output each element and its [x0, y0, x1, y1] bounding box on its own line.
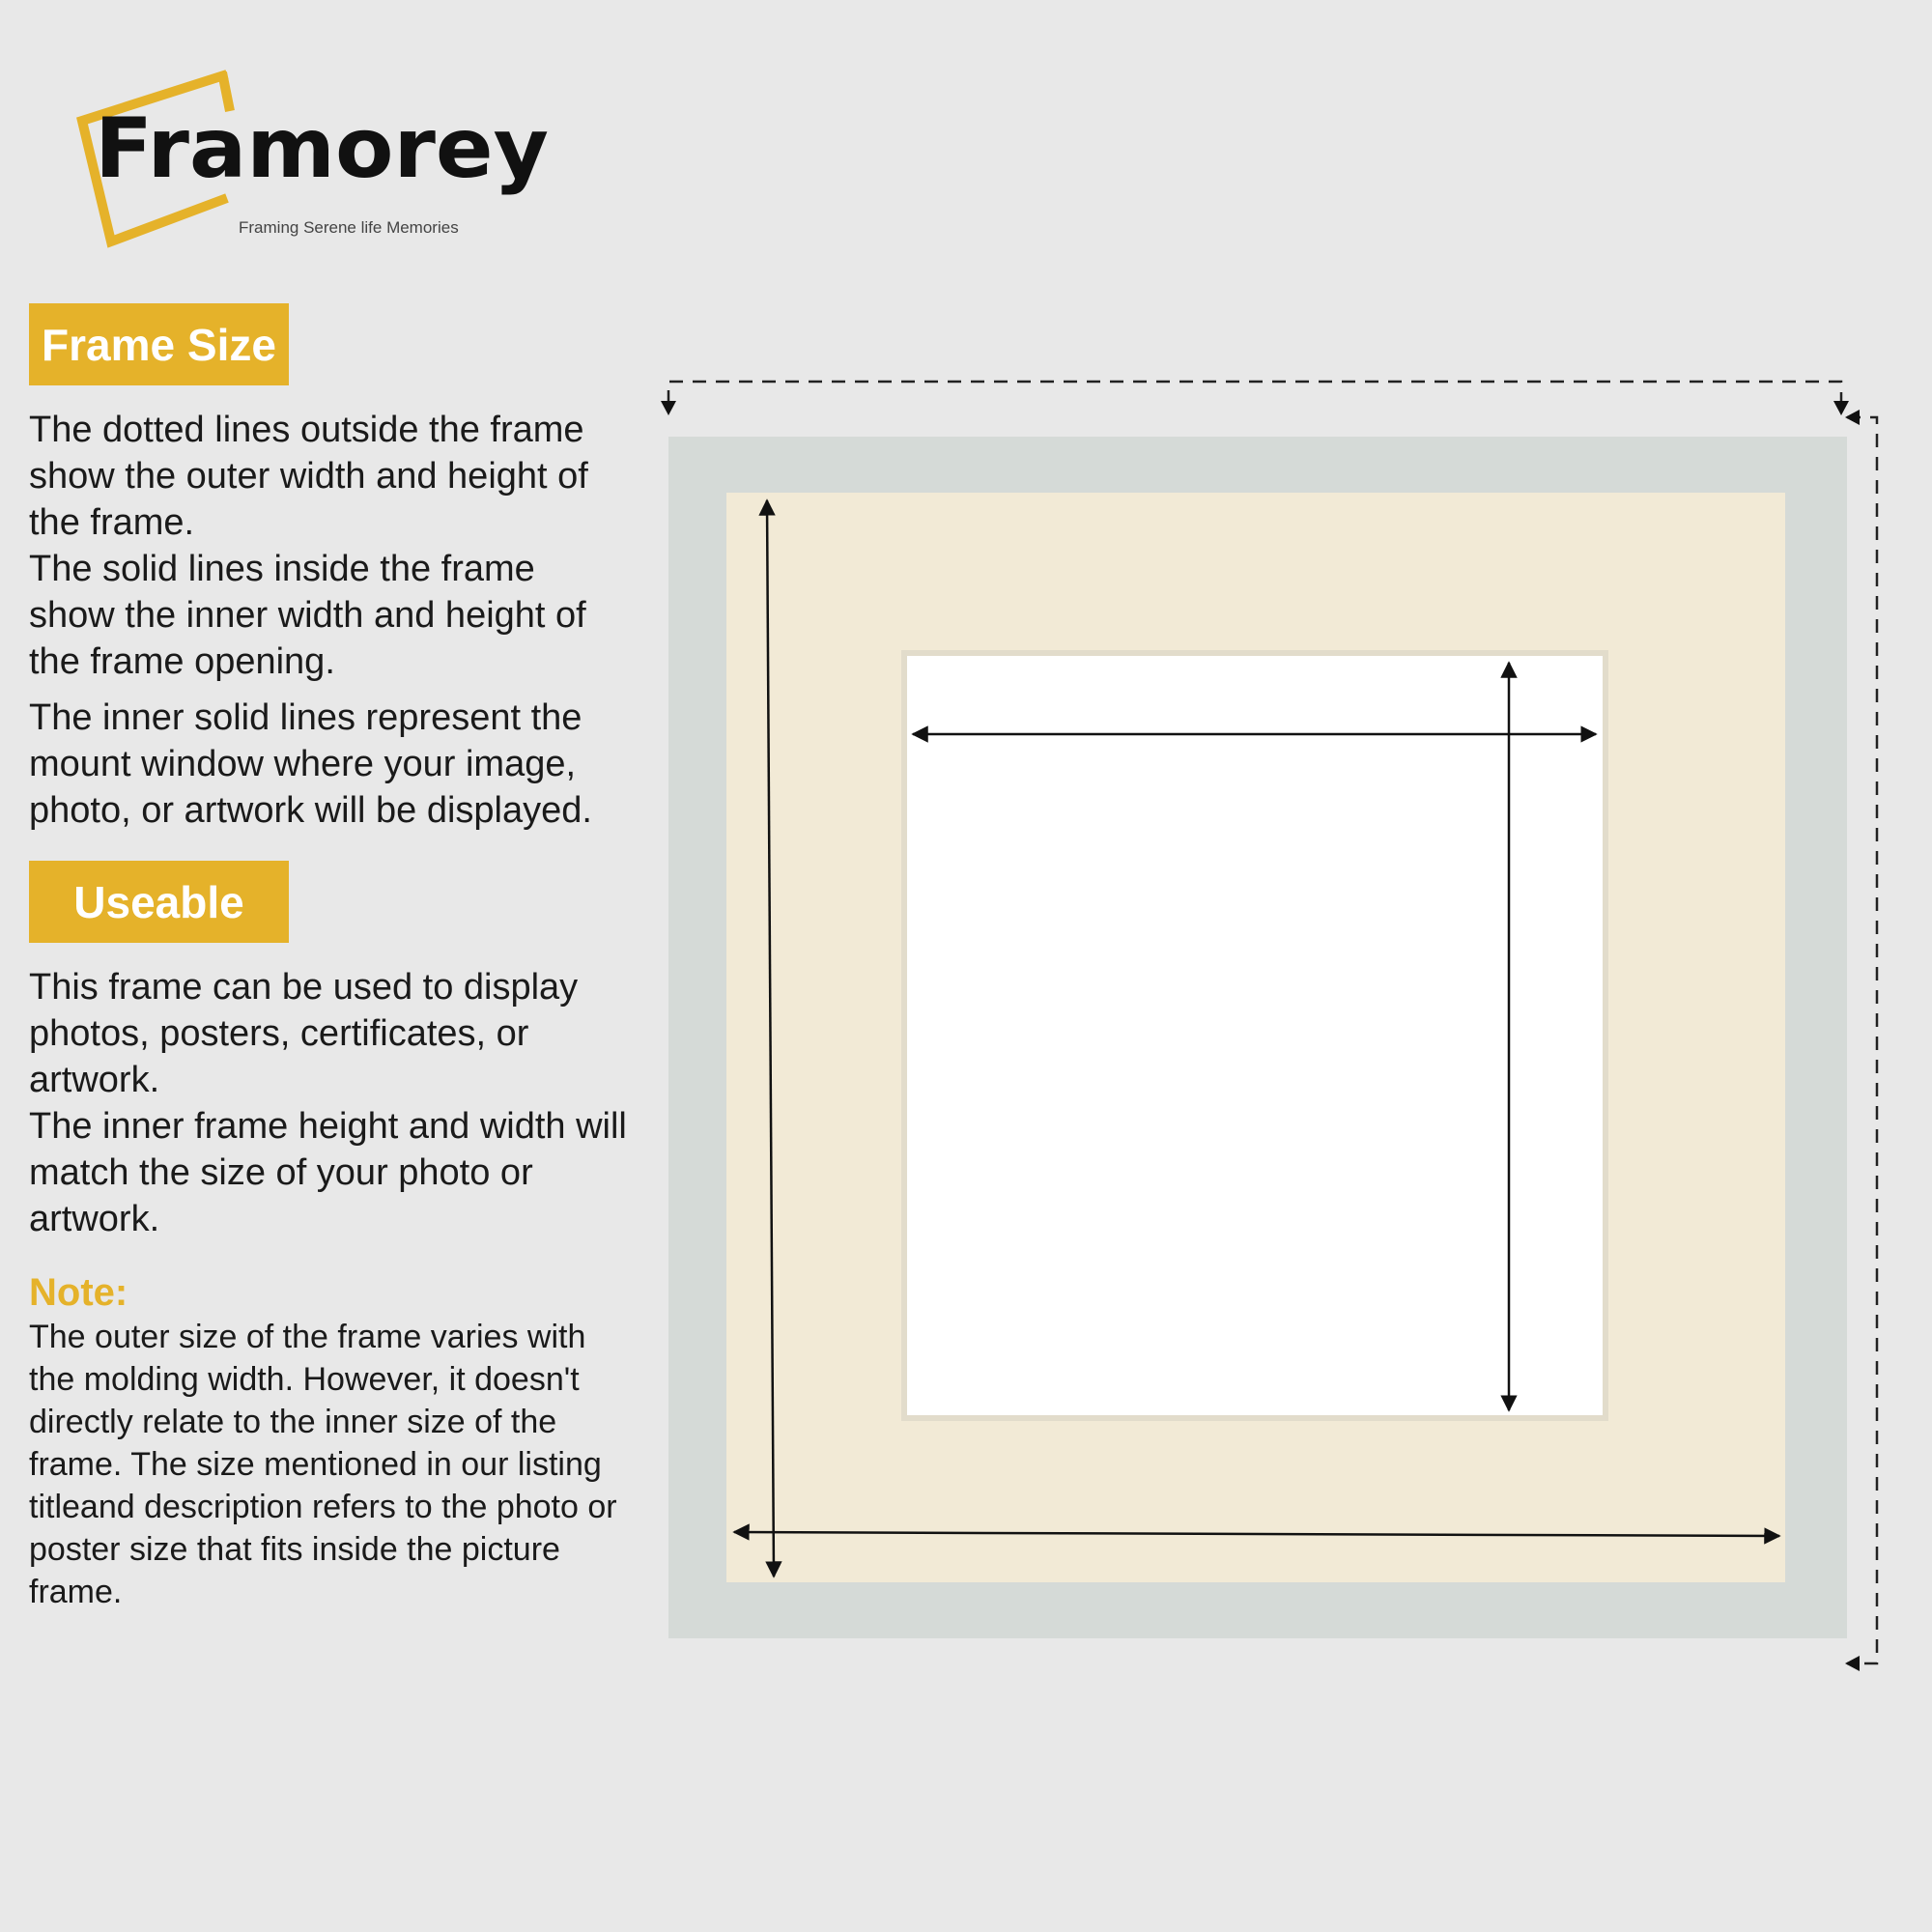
useable-paragraph: This frame can be used to display photos, posters, certificates, or artwork. — [29, 967, 579, 1100]
note-text: The outer size of the frame varies with the molding width. However, it doesn't directly relate to the inner size of the frame. The size mentioned in our listing titleand description refers to the photo or poster size that fits inside the picture frame. — [29, 1319, 617, 1610]
note-heading: Note: — [29, 1271, 128, 1314]
useable-heading: Useable — [29, 861, 289, 943]
svg-text:Framing Serene life Memories: Framing Serene life Memories — [239, 218, 459, 237]
useable-paragraph: The inner frame height and width will match the size of your photo or artwork. — [29, 1106, 627, 1239]
frame-size-heading: Frame Size — [29, 303, 289, 385]
svg-text:Framorey: Framorey — [95, 100, 549, 197]
frame-size-paragraph: The solid lines inside the frame show the inner width and height of the frame opening. — [29, 549, 586, 682]
frame-size-paragraph: The dotted lines outside the frame show the outer width and height of the frame. — [29, 410, 588, 543]
mount-window — [904, 653, 1605, 1418]
frame-size-paragraph: The inner solid lines represent the mount window where your image, photo, or artwork will be displayed. — [29, 697, 592, 831]
